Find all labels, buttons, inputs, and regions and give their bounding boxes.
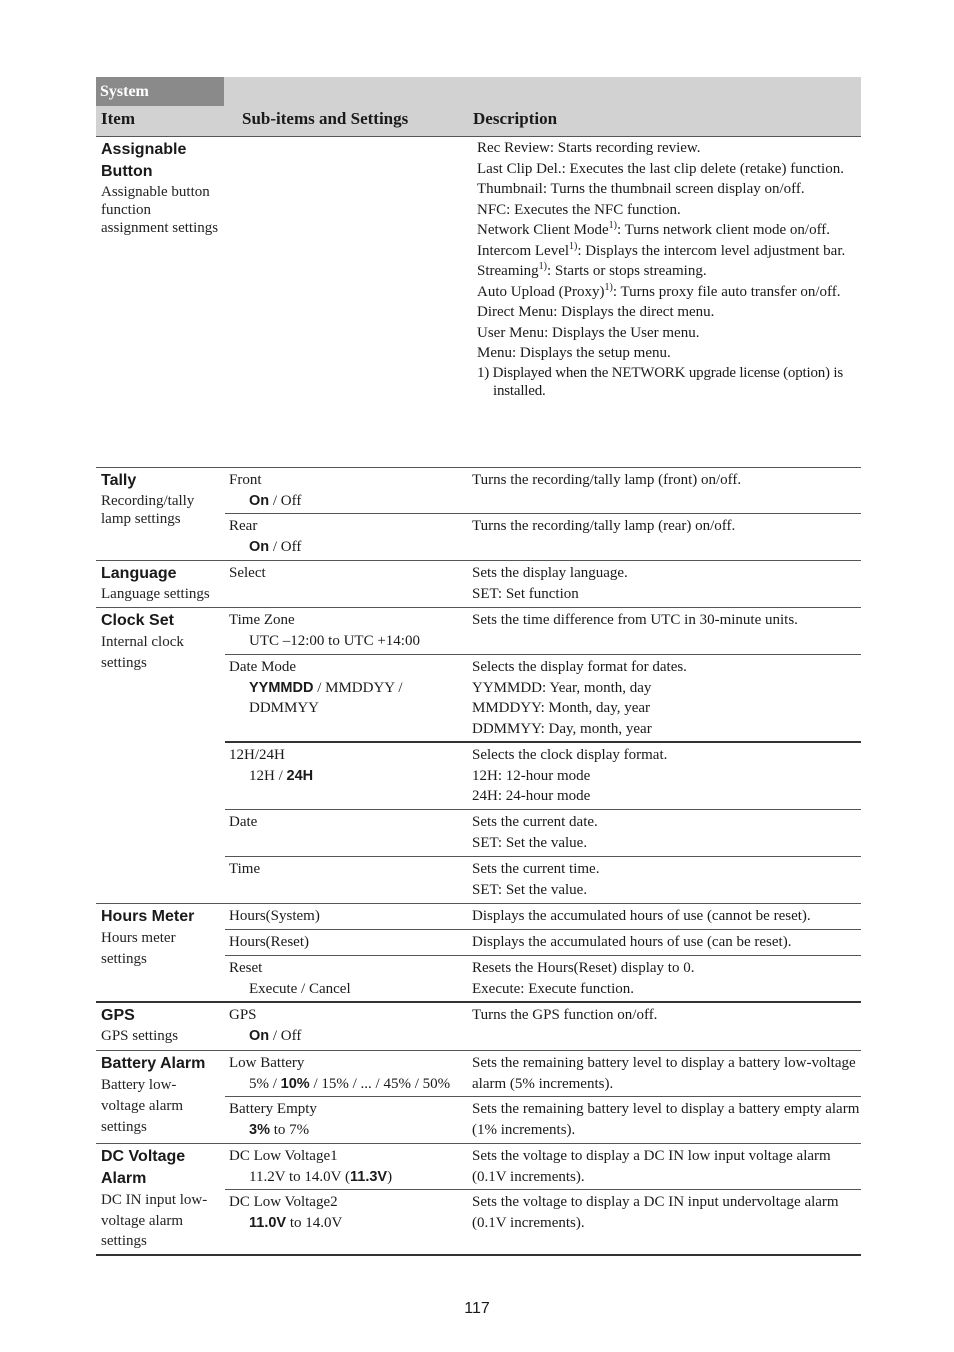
sub-row [225,743,861,810]
settings-table [96,77,861,1256]
sub-cell [225,468,468,513]
sub-label: Reset [229,960,263,976]
desc-line: Streaming$^{1)}$: Starts or stops streaming. [477,261,707,279]
sub-row [225,857,861,903]
item-subtitle: Internal clock settings [101,634,184,671]
sub-options: 12H / 24H [249,767,314,784]
sub-row [225,1051,861,1097]
sub-row [225,1190,861,1233]
sub-options: UTC –12:00 to UTC +14:00 [249,632,420,649]
sub-options: 11.2V to 14.0V (11.3V) [249,1168,393,1185]
sub-label: Date Mode [229,659,297,675]
desc-cell: Sets the current time. SET: Set the value. [472,861,600,898]
sub-cell [225,608,468,654]
item-cell [96,137,225,467]
column-header-item: Item [101,109,135,128]
sub-options: On / Off [249,538,302,555]
desc-cell: Turns the recording/tally lamp (front) on/off. [472,472,742,488]
sub-label: DC Low Voltage1 [229,1148,338,1164]
desc-cell: Displays the accumulated hours of use (cannot be reset). [472,908,811,924]
item-name: Hours Meter [101,908,195,925]
sub-label: Time [229,861,261,877]
item-name: Clock Set [101,612,174,629]
sub-label: DC Low Voltage2 [229,1194,338,1210]
sub-options: On / Off [249,492,302,509]
sub-cell [225,655,468,741]
desc-cell: Sets the remaining battery level to display a battery low-voltage alarm (5% increments). [472,1055,856,1092]
sub-label: Hours(System) [229,908,320,924]
item-subtitle: Battery low-voltage alarm settings [101,1077,184,1135]
desc-line: Direct Menu: Displays the direct menu. [477,304,715,320]
footnote-ref: 1) [608,220,617,231]
desc-cell: Sets the display language. SET: Set function [472,565,628,602]
item-subtitle: Assignable button function assignment settings [101,184,219,236]
item-cell [96,1144,225,1254]
footnote-ref: 1) [604,281,613,293]
desc-cell: Turns the recording/tally lamp (rear) on/off. [472,518,736,534]
sub-label: Battery Empty [229,1101,317,1117]
item-subtitle: Hours meter settings [101,930,176,967]
sub-options: 3% to 7% [249,1121,310,1138]
row-dc-voltage-alarm [96,1144,861,1256]
row-tally [96,468,861,561]
sub-cell [225,956,468,1001]
sub-row [225,655,861,743]
item-name: Language [101,565,177,582]
desc-line: Menu: Displays the setup menu. [477,345,671,361]
sub-row [225,930,861,956]
desc-cell: Displays the accumulated hours of use (can be reset). [472,934,792,950]
sub-options: On / Off [249,1027,302,1044]
sub-cell [225,1051,468,1096]
sub-row [225,1097,861,1143]
sub-row [225,810,861,857]
item-cell [96,904,225,1001]
sub-row [225,514,861,560]
sub-label: 12H/24H [229,747,285,763]
desc-cell: Resets the Hours(Reset) display to 0. Execute: Execute function. [472,960,695,997]
sub-label: Front [229,472,262,488]
sub-options: DDMMYY [249,700,320,716]
footnote: 1) Displayed when the NETWORK upgrade license (option) is installed. [477,364,844,399]
sub-label: Rear [229,518,258,534]
item-cell [96,608,225,903]
desc-cell: Selects the clock display format. 12H: 12-hour mode 24H: 24-hour mode [472,747,668,804]
sub-label: Time Zone [229,612,295,628]
table-header [96,77,861,137]
item-cell [96,1051,225,1143]
sub-label: Hours(Reset) [229,934,309,950]
sub-cell [225,1097,468,1143]
item-cell [96,468,225,560]
sub-row [225,956,861,1001]
row-battery-alarm [96,1051,861,1144]
item-cell [96,561,225,607]
item-subtitle: DC IN input low-voltage alarm settings [101,1192,208,1249]
row-gps [96,1003,861,1051]
desc-cell: Turns the GPS function on/off. [472,1007,658,1023]
desc-cell: Sets the current date. SET: Set the value. [472,814,598,851]
desc-line: Intercom Level$^{1)}$: Displays the intercom level adjustment bar. [477,240,846,259]
row-language [96,561,861,608]
desc-line: Auto Upload (Proxy)$^{1)}$: Turns proxy file auto transfer on/off. [477,281,841,300]
item-subtitle: GPS settings [101,1028,179,1044]
desc-line: NFC: Executes the NFC function. [477,201,681,218]
desc-cell: Sets the remaining battery level to display a battery empty alarm (1% increments). [472,1101,860,1138]
sub-label: Low Battery [229,1055,305,1071]
sub-options: Execute / Cancel [249,980,351,997]
item-name: DC Voltage Alarm [101,1148,186,1187]
item-name: GPS [101,1007,135,1024]
sub-cell [225,1190,468,1233]
section-tab: System [96,77,224,106]
sub-row [225,1144,861,1190]
row-clock-set [96,608,861,904]
item-name: Tally [101,472,137,489]
sub-options: 5% / 10% / 15% / ... / 45% / 50% [249,1075,451,1092]
sub-label: Date [229,814,258,830]
item-subtitle: Recording/tally lamp settings [101,493,195,527]
item-name: Battery Alarm [101,1055,206,1072]
column-header-description: Description [473,109,558,128]
sub-row [225,1003,861,1046]
desc-cell: Sets the voltage to display a DC IN low input voltage alarm (0.1V increments). [472,1148,831,1185]
description-cell [468,137,861,467]
sub-cell [225,1144,468,1189]
sub-label: GPS [229,1007,257,1023]
item-cell [96,1003,225,1050]
footnote-ref: 1) [569,240,578,252]
desc-line: Thumbnail: Turns the thumbnail screen display on/off. [477,181,805,197]
desc-line: User Menu: Displays the User menu. [477,324,700,341]
sub-row [225,468,861,514]
sub-options: YYMMDD / MMDDYY / [249,679,403,696]
page-number: 117 [464,1300,490,1317]
item-name: Assignable Button [101,141,187,180]
sub-options: 11.0V to 14.0V [249,1214,343,1231]
sub-cell [225,743,468,809]
sub-row [225,904,861,930]
footnote-ref: 1) [538,261,547,272]
row-assignable-button [96,137,861,468]
item-subtitle: Language settings [101,586,210,602]
sub-row [225,608,861,655]
desc-cell: Selects the display format for dates. YYMMDD: Year, month, day MMDDYY: Month, day, year DDMMYY: Day, month, year [472,659,687,737]
sub-row [225,561,861,604]
desc-cell: Sets the time difference from UTC in 30-minute units. [472,612,798,628]
desc-line: Network Client Mode$^{1)}$: Turns network client mode on/off. [477,220,831,238]
sub-cell [225,514,468,560]
sub-label: Select [229,565,266,581]
desc-cell: Sets the voltage to display a DC IN input undervoltage alarm (0.1V increments). [472,1194,839,1231]
desc-line: Rec Review: Starts recording review. [477,140,701,156]
row-hours-meter [96,904,861,1003]
sub-cell [225,1003,468,1046]
desc-line: Last Clip Del.: Executes the last clip delete (retake) function. [477,160,844,177]
column-header-sub-items: Sub-items and Settings [242,109,409,128]
